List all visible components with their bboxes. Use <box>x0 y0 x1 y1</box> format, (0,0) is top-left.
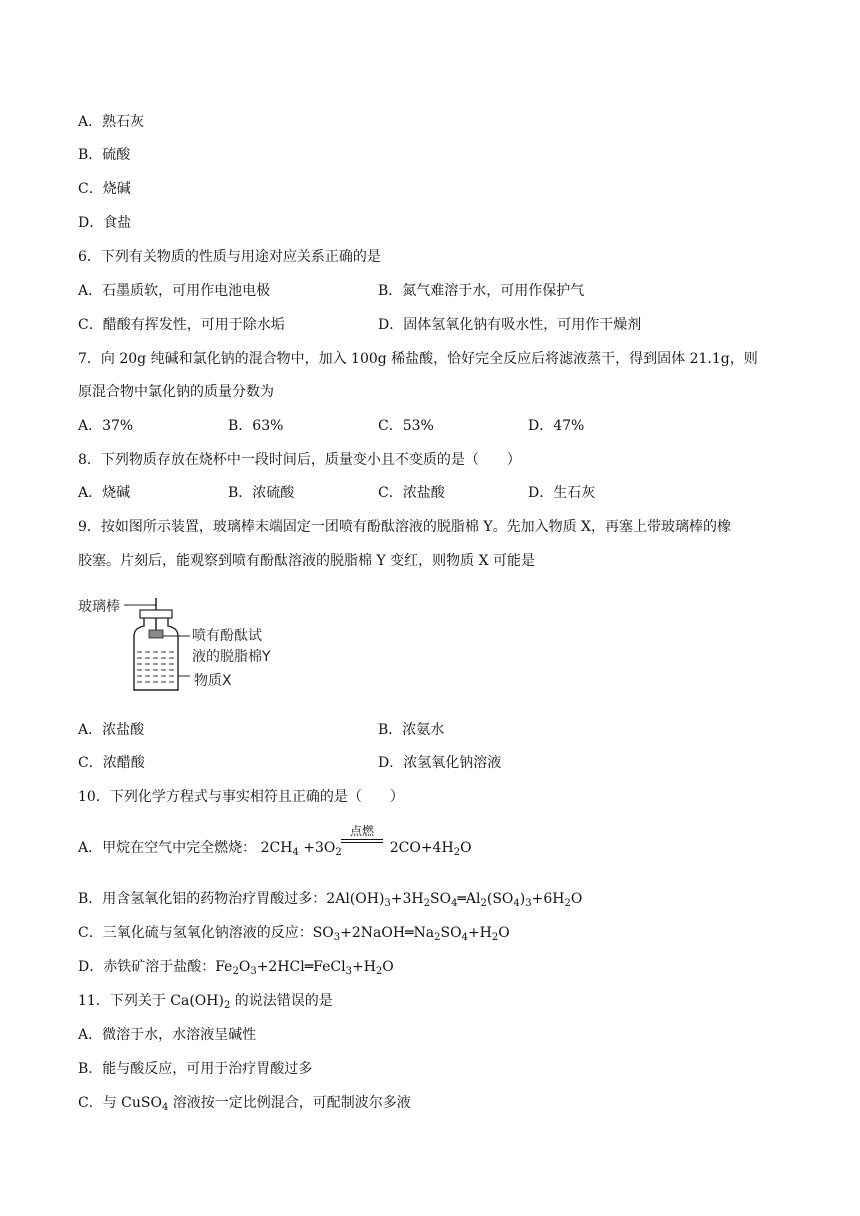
q11-option-b: B．能与酸反应，可用于治疗胃酸过多 <box>78 1061 313 1077</box>
q7-option-d: D．47% <box>528 418 585 434</box>
q9-option-b: B．浓氨水 <box>378 722 445 738</box>
q8-option-b: B．浓硫酸 <box>228 485 295 501</box>
q5-option-a: A．熟石灰 <box>78 114 145 130</box>
q10-option-b-equation: $2Al(OH)_3+3H_2SO_4═Al_2(SO_4)_3+6H_2O$ <box>326 891 583 909</box>
q5-option-c: C．烧碱 <box>78 181 131 197</box>
q7-option-a: A．37% <box>78 418 134 434</box>
q6-option-d: D．固体氢氧化钠有吸水性，可用作干燥剂 <box>378 317 642 333</box>
q6-option-b: B．氮气难溶于水，可用作保护气 <box>378 283 585 299</box>
q10-stem: 10．下列化学方程式与事实相符且正确的是（ ） <box>78 789 404 805</box>
apparatus-figure <box>78 596 308 696</box>
q9-stem-line1: 9．按如图所示装置，玻璃棒末端固定一团喷有酚酞溶液的脱脂棉 Y。先加入物质 X，再塞上带玻璃棒的橡 <box>78 519 732 535</box>
q6-stem: 6．下列有关物质的性质与用途对应关系正确的是 <box>78 249 381 265</box>
q11-stem <box>78 991 333 1011</box>
q8-option-c: C．浓盐酸 <box>378 485 445 501</box>
q11-option-a: A．微溶于水，水溶液呈碱性 <box>78 1027 257 1043</box>
q11-stem-prefix: 11．下列关于 <box>78 993 171 1009</box>
substance-x-label: 物质X <box>194 673 232 689</box>
q9-option-c: C．浓醋酸 <box>78 755 145 771</box>
q11-option-c-formula: CuSO$_4$ <box>121 1095 169 1113</box>
glass-rod-label: 玻璃棒 <box>78 599 120 615</box>
q10-option-a-text: A．甲烷在空气中完全燃烧： <box>78 840 257 856</box>
cotton-label-line2: 液的脱脂棉Y <box>192 649 271 665</box>
q5-option-b: B．硫酸 <box>78 147 131 163</box>
q10-option-c-text: C．三氧化硫与氢氧化钠溶液的反应： <box>78 925 313 941</box>
q11-stem-suffix: 的说法错误的是 <box>230 993 333 1009</box>
q6-option-a: A．石墨质软，可用作电池电极 <box>78 283 271 299</box>
q5-option-d: D．食盐 <box>78 215 132 231</box>
q10-option-d <box>78 957 394 977</box>
cotton-label-line1: 喷有酚酞试 <box>192 628 262 644</box>
q10-option-b <box>78 889 582 909</box>
q7-option-b: B．63% <box>228 418 284 434</box>
q10-option-a <box>78 838 472 858</box>
q10-option-b-text: B．用含氢氧化铝的药物治疗胃酸过多： <box>78 891 327 907</box>
q9-stem-line2: 胶塞。片刻后，能观察到喷有酚酞溶液的脱脂棉 Y 变红，则物质 X 可能是 <box>78 553 536 569</box>
q8-option-a: A．烧碱 <box>78 485 131 501</box>
reaction-condition <box>338 824 386 843</box>
q8-stem: 8．下列物质存放在烧杯中一段时间后，质量变小且不变质的是（ ） <box>78 452 521 468</box>
q10-option-d-text: D．赤铁矿溶于盐酸： <box>78 959 216 975</box>
reaction-condition-text: 点燃 <box>349 824 374 838</box>
q10-option-a-equation: $2CH_4 +3O_2$ $2CO+4H_2O$ <box>260 840 472 858</box>
q7-stem-line1: 7．向 20g 纯碱和氯化钠的混合物中，加入 100g 稀盐酸，恰好完全反应后将滤液蒸干，得到固体 21.1g，则 <box>78 351 758 367</box>
q11-option-c <box>78 1093 411 1113</box>
q7-stem-line2: 原混合物中氯化钠的质量分数为 <box>78 384 274 400</box>
q10-option-c-equation: $SO_3+2NaOH═Na_2SO_4+H_2O$ <box>312 925 510 943</box>
q10-option-c <box>78 923 510 943</box>
q6-option-c: C．醋酸有挥发性，可用于除水垢 <box>78 317 285 333</box>
q9-option-d: D．浓氢氧化钠溶液 <box>378 755 502 771</box>
q11-formula: $Ca(OH)_2$ <box>170 993 231 1011</box>
double-line-equals <box>341 839 383 843</box>
q8-option-d: D．生石灰 <box>528 485 596 501</box>
q9-option-a: A．浓盐酸 <box>78 722 145 738</box>
q7-option-c: C．53% <box>378 418 434 434</box>
q11-option-c-suffix: 溶液按一定比例混合，可配制波尔多液 <box>168 1095 411 1111</box>
q11-option-c-prefix: C．与 <box>78 1095 122 1111</box>
q10-option-d-equation: $Fe_2O_3+2HCl═FeCl_3+H_2O$ <box>215 959 394 977</box>
